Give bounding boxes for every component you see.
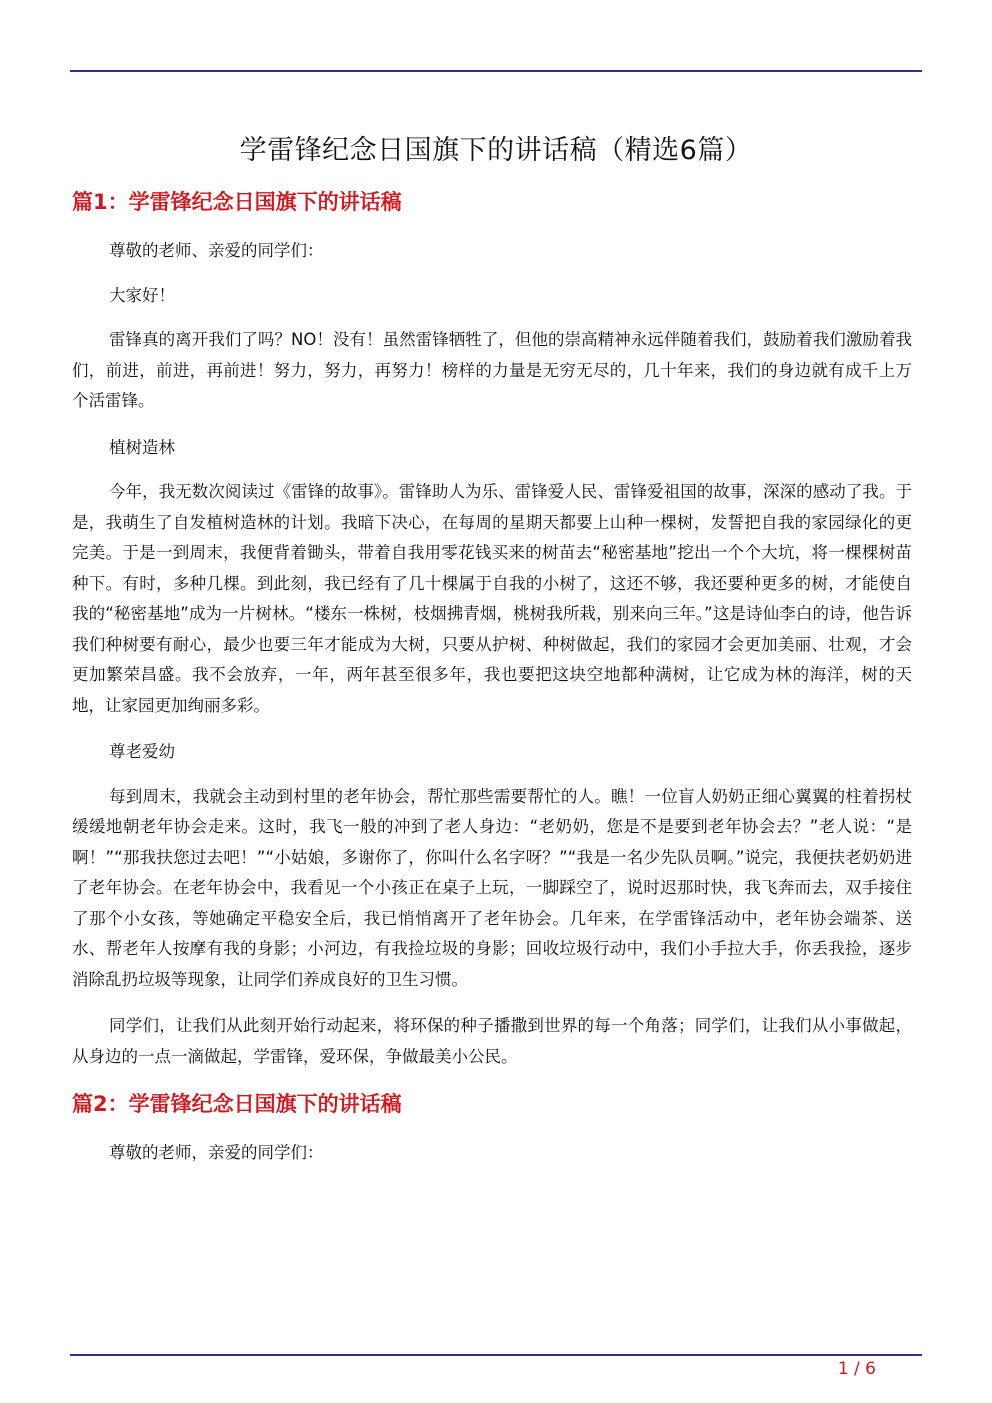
greeting: 大家好！ <box>109 285 175 305</box>
page-title: 学雷锋纪念日国旗下的讲话稿（精选6篇） <box>239 135 753 166</box>
salutation: 尊敬的老师，亲爱的同学们： <box>109 1143 324 1162</box>
paragraph: 同学们，让我们从此刻开始行动起来，将环保的种子播撒到世界的每一个角落；同学们，让我们从小事做起，从身边的一点一滴做起，学雷锋，爱环保，争做最美小公民。 <box>72 1016 912 1066</box>
paragraph: 每到周末，我就会主动到村里的老年协会，帮忙那些需要帮忙的人。瞧！一位盲人奶奶正细心翼翼的柱着拐杖缓缓地朝老年协会走来。这时，我飞一般的冲到了老人身边：“老奶奶，您是不是要到老年协会去？”老人说：“是啊！”“那我扶您过去吧！”“小姑娘，多谢你了，你叫什么名字呀？”“我是一名少先队员啊。”说完，我便扶老奶奶进了老年协会。在老年协会中，我看见一个小孩正在桌子上玩，一脚踩空了，说时迟那时快，我飞奔而去，双手接住了那个小女孩，等她确定平稳安全后，我已悄悄离开了老年协会。几年来，在学雷锋活动中，老年协会端茶、送水、帮老年人按摩有我的身影；小河边，有我捡垃圾的身影；回收垃圾行动中，我们小手拉大手，你丢我捡，逐步消除乱扔垃圾等现象，让同学们养成良好的卫生习惯。 <box>72 786 912 989</box>
document-body <box>72 186 912 1183</box>
header-rule <box>70 70 922 72</box>
page-number: 1 / 6 <box>837 1359 876 1379</box>
footer-rule <box>70 1354 922 1356</box>
paragraph: 今年，我无数次阅读过《雷锋的故事》。雷锋助人为乐、雷锋爱人民、雷锋爱祖国的故事，深深的感动了我。于是，我萌生了自发植树造林的计划。我暗下决心，在每周的星期天都要上山种一棵树，发誓把自我的家园绿化的更完美。于是一到周末，我便背着锄头，带着自我用零花钱买来的树苗去“秘密基地”挖出一个个大坑，将一棵棵树苗种下。有时，多种几棵。到此刻，我已经有了几十棵属于自我的小树了，这还不够，我还要种更多的树，才能使自我的“秘密基地”成为一片树林。“楼东一株树，枝烟拂青烟，桃树我所栽，别来向三年。”这是诗仙李白的诗，他告诉我们种树要有耐心，最少也要三年才能成为大树，只要从护树、种树做起，我们的家园才会更加美丽、壮观，才会更加繁荣昌盛。我不会放弃，一年，两年甚至很多年，我也要把这块空地都种满树，让它成为林的海洋，树的天地，让家园更加绚丽多彩。 <box>72 482 912 715</box>
section-heading-2: 篇2：学雷锋纪念日国旗下的讲话稿 <box>72 1092 402 1116</box>
subheading: 植树造林 <box>109 437 175 457</box>
paragraph: 雷锋真的离开我们了吗？NO！没有！虽然雷锋牺牲了，但他的崇高精神永远伴随着我们，鼓励着我们激励着我们，前进，前进，再前进！努力，努力，再努力！榜样的力量是无穷无尽的，几十年来，我们的身边就有成千上万个活雷锋。 <box>72 330 912 410</box>
section-heading-1: 篇1：学雷锋纪念日国旗下的讲话稿 <box>72 190 402 214</box>
salutation: 尊敬的老师、亲爱的同学们： <box>109 241 324 260</box>
subheading: 尊老爱幼 <box>109 742 175 761</box>
